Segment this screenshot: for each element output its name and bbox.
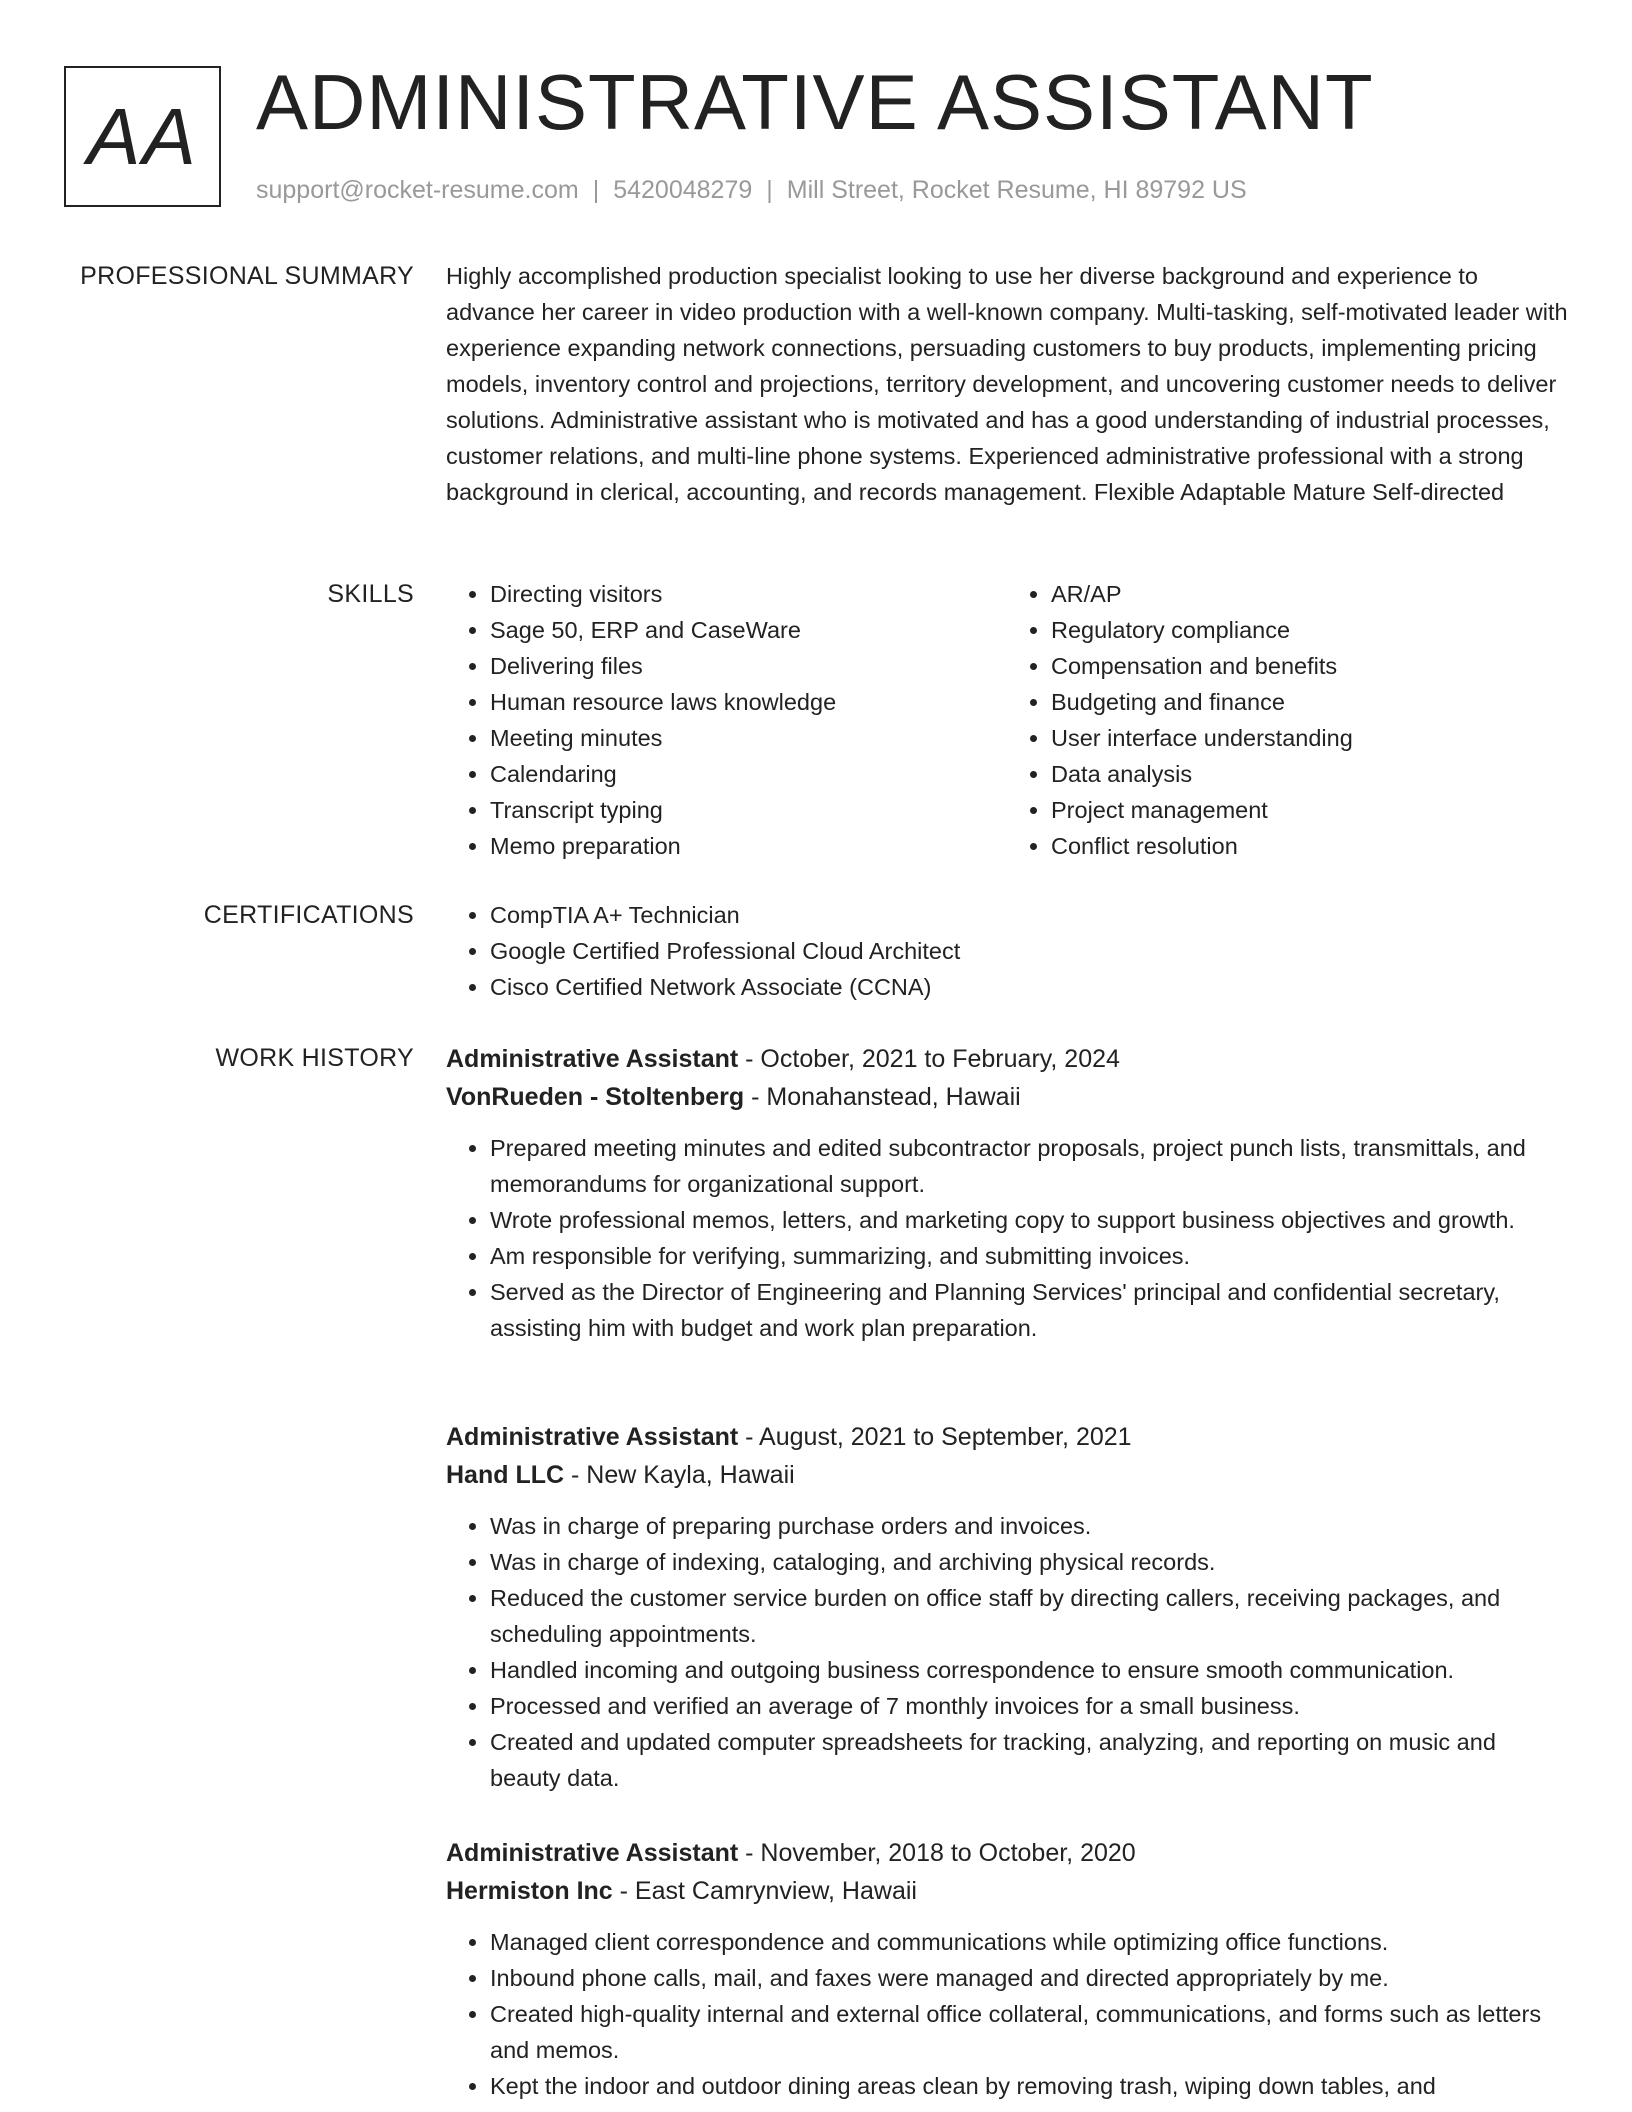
- contact-separator: |: [592, 176, 600, 204]
- list-item: • Was in charge of preparing purchase orders and invoices.: [490, 1508, 1568, 1544]
- list-item: • Delivering files: [490, 648, 1007, 684]
- skills-columns: [446, 576, 1568, 864]
- job-bullets: [446, 1130, 1568, 1346]
- job-entry: [446, 1834, 1568, 2104]
- list-item: • Am responsible for verifying, summarizing, and submitting invoices.: [490, 1238, 1568, 1274]
- job-dates: - August, 2021 to September, 2021: [738, 1423, 1132, 1451]
- job-role: Administrative Assistant: [446, 1839, 739, 1867]
- list-item: • Human resource laws knowledge: [490, 684, 1007, 720]
- list-item: • Regulatory compliance: [1051, 612, 1568, 648]
- skills-list-right: [1007, 576, 1568, 864]
- job-role-line: [446, 1834, 1568, 1872]
- contact-phone: 5420048279: [613, 176, 753, 204]
- list-item: • User interface understanding: [1051, 720, 1568, 756]
- list-item: • Google Certified Professional Cloud Architect: [490, 933, 1568, 969]
- section-title-skills: SKILLS: [327, 580, 414, 608]
- list-item: • Created and updated computer spreadsheets for tracking, analyzing, and reporting on music and beauty data.: [490, 1724, 1568, 1796]
- job-location: - East Camrynview, Hawaii: [612, 1877, 917, 1905]
- summary-body: [446, 258, 1568, 510]
- certifications-body: [446, 897, 1568, 1005]
- job-dates: - October, 2021 to February, 2024: [738, 1045, 1120, 1073]
- job-entry: [446, 1040, 1568, 1346]
- summary-text: Highly accomplished production specialist looking to use her diverse background and experience to advance her career in video production with a well-known company. Multi-tasking, self-motivated leader with experience expanding network connections, persuading customers to buy products, implementing pricing models, inventory control and projections, territory development, and uncovering customer needs to deliver solutions. Administrative assistant who is motivated and has a good understanding of industrial processes, customer relations, and multi-line phone systems. Experienced administrative professional with a strong background in clerical, accounting, and records management. Flexible Adaptable Mature Self-directed: [446, 263, 1568, 505]
- monogram-badge: [64, 66, 221, 207]
- list-item: • Kept the indoor and outdoor dining areas clean by removing trash, wiping down tables, and: [490, 2068, 1568, 2104]
- list-item: • Handled incoming and outgoing business correspondence to ensure smooth communication.: [490, 1652, 1568, 1688]
- list-item: • Directing visitors: [490, 576, 1007, 612]
- list-item: • Meeting minutes: [490, 720, 1007, 756]
- list-item: • Budgeting and finance: [1051, 684, 1568, 720]
- list-item: • CompTIA A+ Technician: [490, 897, 1568, 933]
- list-item: • Memo preparation: [490, 828, 1007, 864]
- monogram-text: AA: [87, 91, 198, 181]
- section-title-summary: PROFESSIONAL SUMMARY: [80, 262, 414, 290]
- list-item: • Data analysis: [1051, 756, 1568, 792]
- list-item: • AR/AP: [1051, 576, 1568, 612]
- list-item: • Was in charge of indexing, cataloging, and archiving physical records.: [490, 1544, 1568, 1580]
- list-item: • Managed client correspondence and communications while optimizing office functions.: [490, 1924, 1568, 1960]
- list-item: • Project management: [1051, 792, 1568, 828]
- list-item: • Prepared meeting minutes and edited subcontractor proposals, project punch lists, transmittals, and memorandums for organizational support.: [490, 1130, 1568, 1202]
- contact-address: Mill Street, Rocket Resume, HI 89792 US: [786, 176, 1247, 204]
- job-entry: [446, 1418, 1568, 1796]
- job-bullets: [446, 1508, 1568, 1796]
- job-role: Administrative Assistant: [446, 1045, 739, 1073]
- section-title-certifications: CERTIFICATIONS: [203, 901, 414, 929]
- list-item: • Compensation and benefits: [1051, 648, 1568, 684]
- job-company-line: [446, 1872, 1568, 1910]
- list-item: • Reduced the customer service burden on office staff by directing callers, receiving packages, and scheduling appointments.: [490, 1580, 1568, 1652]
- contact-separator: |: [766, 176, 773, 204]
- job-role: Administrative Assistant: [446, 1423, 739, 1451]
- list-item: • Inbound phone calls, mail, and faxes were managed and directed appropriately by me.: [490, 1960, 1568, 1996]
- contact-email: support@rocket-resume.com: [256, 176, 579, 204]
- job-role-line: [446, 1418, 1568, 1456]
- list-item: • Conflict resolution: [1051, 828, 1568, 864]
- job-bullets: [446, 1924, 1568, 2104]
- list-item: • Sage 50, ERP and CaseWare: [490, 612, 1007, 648]
- skills-body: [446, 576, 1568, 864]
- contact-line: [256, 174, 1247, 206]
- list-item: • Wrote professional memos, letters, and marketing copy to support business objectives and growth.: [490, 1202, 1568, 1238]
- list-item: • Created high-quality internal and external office collateral, communications, and forms such as letters and memos.: [490, 1996, 1568, 2068]
- job-role-line: [446, 1040, 1568, 1078]
- job-company-line: [446, 1456, 1568, 1494]
- job-company: VonRueden - Stoltenberg: [446, 1083, 745, 1111]
- job-company-line: [446, 1078, 1568, 1116]
- job-dates: - November, 2018 to October, 2020: [738, 1839, 1136, 1867]
- skills-list-left: [446, 576, 1007, 864]
- job-company: Hermiston Inc: [446, 1877, 613, 1905]
- job-company: Hand LLC: [446, 1461, 565, 1489]
- list-item: • Cisco Certified Network Associate (CCNA): [490, 969, 1568, 1005]
- page-title: ADMINISTRATIVE ASSISTANT: [256, 58, 1374, 146]
- list-item: • Transcript typing: [490, 792, 1007, 828]
- list-item: • Processed and verified an average of 7 monthly invoices for a small business.: [490, 1688, 1568, 1724]
- section-title-work-history: WORK HISTORY: [215, 1044, 414, 1072]
- list-item: • Served as the Director of Engineering and Planning Services' principal and confidential secretary, assisting him with budget and work plan preparation.: [490, 1274, 1568, 1346]
- certifications-list: [446, 897, 1568, 1005]
- job-location: - Monahanstead, Hawaii: [744, 1083, 1021, 1111]
- list-item: • Calendaring: [490, 756, 1007, 792]
- job-location: - New Kayla, Hawaii: [564, 1461, 795, 1489]
